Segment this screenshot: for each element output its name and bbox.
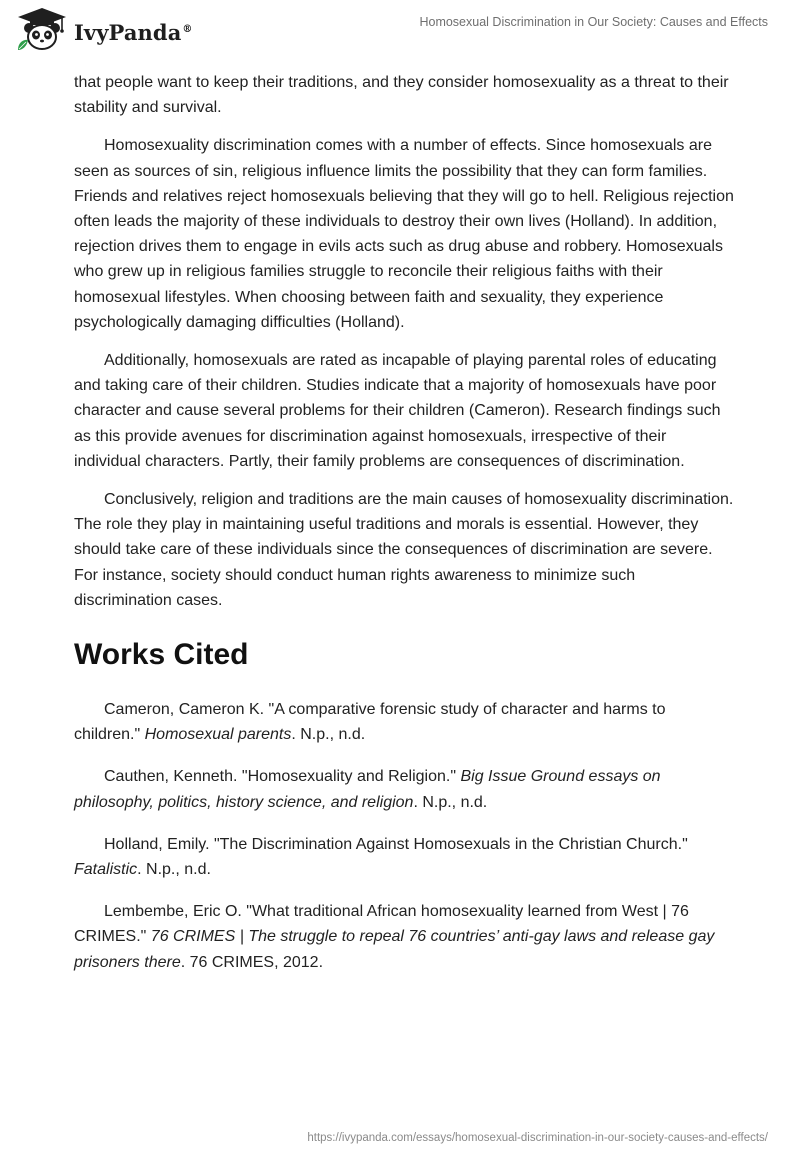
citation-entry — [74, 697, 734, 747]
registered-mark: ® — [182, 23, 193, 35]
citation-text: Cauthen, Kenneth. "Homosexuality and Religion." — [104, 768, 461, 786]
citation-source-title: 76 CRIMES | The struggle to repeal 76 countries’ anti-gay laws and release gay prisoners there — [74, 928, 715, 971]
essay-content — [74, 70, 734, 992]
paragraph-continued: that people want to keep their traditions, and they consider homosexuality as a threat to their stability and survival. — [74, 74, 729, 117]
brand-name — [74, 20, 193, 45]
citation-text: Lembembe, Eric O. "What traditional African homosexuality learned from West | 76 CRIMES." — [74, 903, 689, 946]
paragraph-parental-roles: Additionally, homosexuals are rated as incapable of playing parental roles of educating and taking care of their children. Studies indicate that a majority of homosexuals have poor character and cause several problems for their children (Cameron). Research findings such as this provide avenues for discrimination against homosexuals, irrespective of their individual characters. Partly, their family problems are consequences of discrimination. — [74, 352, 721, 470]
citation-source-title: Fatalistic — [74, 861, 138, 879]
panda-graduate-icon — [14, 6, 70, 54]
citation-publication: . N.p., n.d. — [137, 861, 211, 879]
paragraph-effects: Homosexuality discrimination comes with a number of effects. Since homosexuals are seen as sources of sin, religious influence limits the possibility that they can form families. Friends and relatives reject homosexuals believing that they will go to hell. Religious rejection often leads the majority of these individuals to destroy their own lives (Holland). In addition, rejection drives them to engage in evils acts such as drug abuse and robbery. Homosexuals who grew up in religious families struggle to reconcile their religious faiths with their homosexual lifestyles. When choosing between faith and sexuality, they experience psychologically damaging difficulties (Holland). — [74, 137, 734, 331]
citation-entry — [74, 764, 734, 814]
citation-entry — [74, 832, 734, 882]
page-header — [0, 0, 800, 64]
ivypanda-logo[interactable] — [14, 6, 193, 54]
citation-text: Holland, Emily. "The Discrimination Against Homosexuals in the Christian Church." — [104, 835, 688, 853]
citation-publication: . 76 CRIMES, 2012. — [180, 953, 324, 971]
citation-publication: . N.p., n.d. — [413, 793, 488, 811]
source-url[interactable]: https://ivypanda.com/essays/homosexual-discrimination-in-our-society-causes-and-effects/ — [307, 1132, 768, 1144]
citation-source-title: Big Issue Ground essays on philosophy, politics, history science, and religion — [74, 768, 661, 811]
brand-text: IvyPanda — [74, 19, 182, 45]
works-cited-heading: Works Cited — [74, 638, 249, 672]
citation-entry — [74, 899, 734, 975]
citation-publication: . N.p., n.d. — [291, 726, 366, 744]
paragraph-conclusion: Conclusively, religion and traditions are the main causes of homosexuality discrimination. The role they play in maintaining useful traditions and morals is essential. However, they should take care of these individuals since the consequences of discrimination are severe. For instance, society should conduct human rights awareness to minimize such discrimination cases. — [74, 491, 734, 609]
citation-text: Cameron, Cameron K. "A comparative forensic study of character and harms to children." — [74, 701, 666, 744]
document-title: Homosexual Discrimination in Our Society: Causes and Effects — [419, 15, 768, 29]
citation-source-title: Homosexual parents — [144, 726, 292, 744]
